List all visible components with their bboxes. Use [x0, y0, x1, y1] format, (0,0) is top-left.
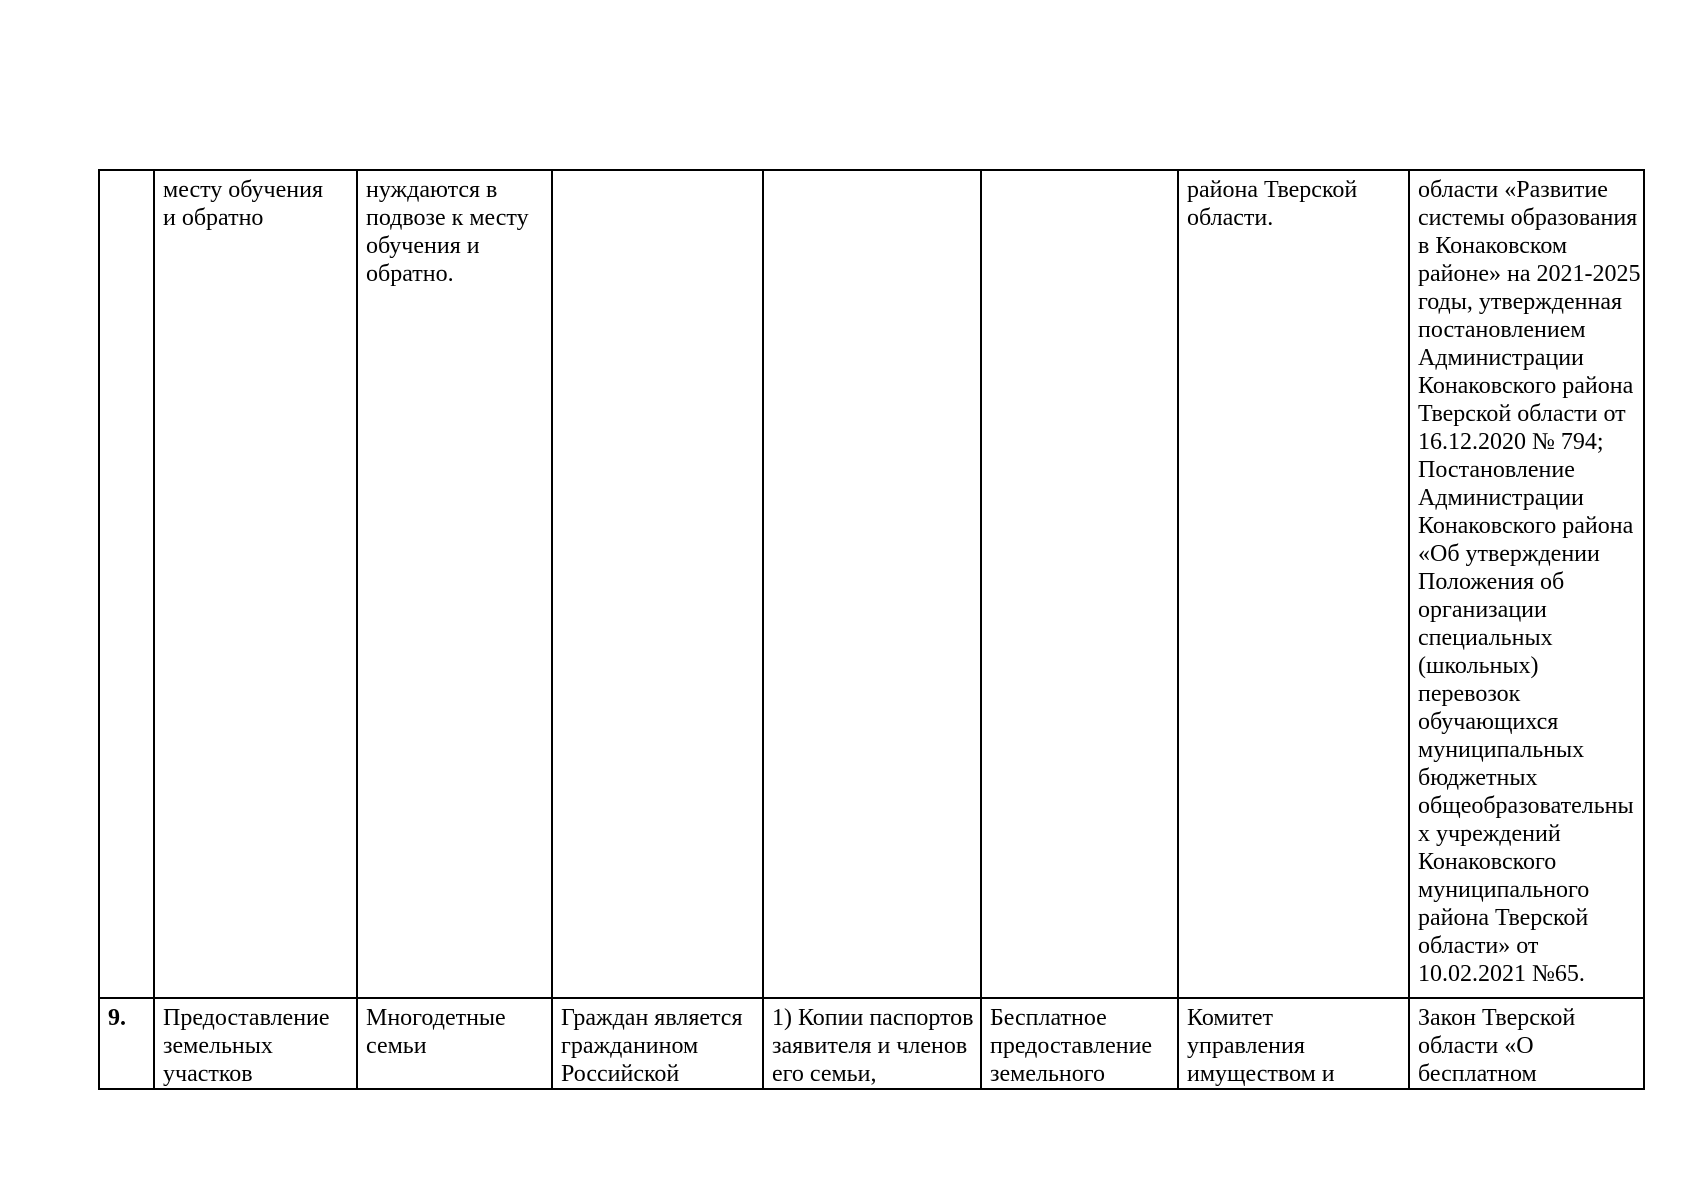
cell-support-form [981, 170, 1178, 998]
cell-legal-basis: Закон Тверской области «О бесплатном [1409, 998, 1644, 1089]
cell-service-name: Предоставление земельных участков [154, 998, 357, 1089]
cell-support-form: Бесплатное предоставление земельного [981, 998, 1178, 1089]
cell-provision-conditions: Граждан является гражданином Российской [552, 998, 763, 1089]
cell-beneficiary-category: нуждаются в подвозе к месту обучения и обратно. [357, 170, 552, 998]
cell-provision-conditions [552, 170, 763, 998]
table-row-continued [99, 170, 1644, 998]
cell-legal-basis: области «Развитие системы образования в Конаковском районе» на 2021-2025 годы, утвержденная постановлением Администрации Конаковского района Тверской области от 16.12.2020 № 794; Постановление Администрации Конаковского района «Об утверждении Положения об организации специальных (школьных) перевозок обучающихся муниципальных бюджетных общеобразовательны х учреждений Конаковского муниципального района Тверской области» от 10.02.2021 №65. [1409, 170, 1644, 998]
cell-beneficiary-category: Многодетные семьи [357, 998, 552, 1089]
cell-row-number [99, 170, 154, 998]
cell-required-documents: 1) Копии паспортов заявителя и членов его семьи, [763, 998, 981, 1089]
support-measures-table [98, 169, 1645, 1090]
cell-row-number: 9. [99, 998, 154, 1089]
cell-responsible-authority: района Тверской области. [1178, 170, 1409, 998]
cell-responsible-authority: Комитет управления имуществом и [1178, 998, 1409, 1089]
table-row-9 [99, 998, 1644, 1089]
cell-service-name: месту обучения и обратно [154, 170, 357, 998]
cell-required-documents [763, 170, 981, 998]
